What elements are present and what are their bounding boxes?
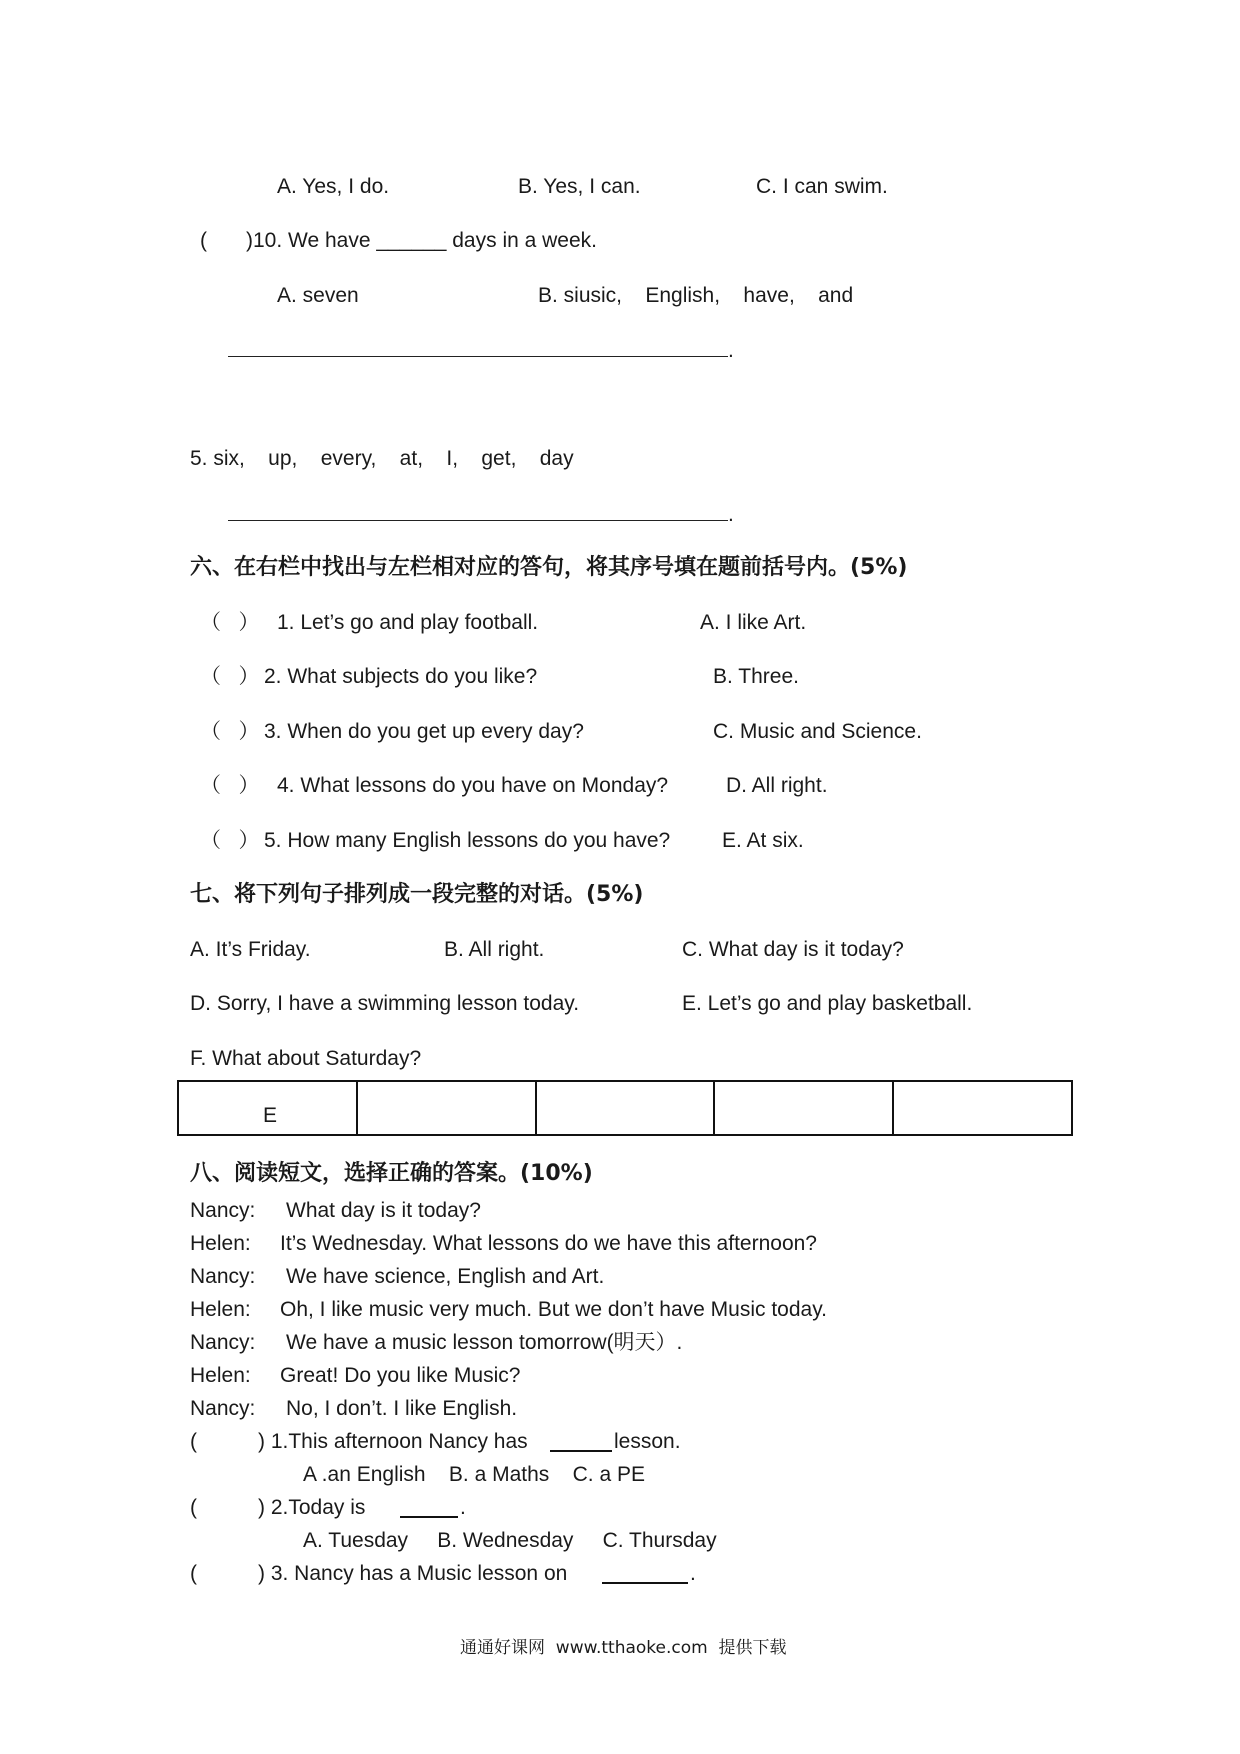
dialogue-line: Oh, I like music very much. But we don’t have Music today. [280, 1298, 827, 1321]
s6-answer: A. I like Art. [700, 611, 807, 634]
answer-line [228, 520, 728, 521]
dialogue-line: What day is it today? [286, 1199, 481, 1222]
dialogue-speaker: Nancy: [190, 1199, 256, 1222]
s8-question-stem: ) 3. Nancy has a Music lesson on [258, 1562, 568, 1585]
answer-line [228, 356, 728, 357]
dialogue-speaker: Helen: [190, 1364, 251, 1387]
dialogue-line: It’s Wednesday. What lessons do we have this afternoon? [280, 1232, 817, 1255]
q9-option-c: C. I can swim. [756, 175, 888, 198]
dialogue-line: Great! Do you like Music? [280, 1364, 521, 1387]
s8-question-stem-end: lesson. [614, 1430, 681, 1453]
answer-cell[interactable] [357, 1081, 536, 1135]
s6-question: 4. What lessons do you have on Monday? [277, 774, 669, 797]
s8-paren: ( [190, 1562, 197, 1585]
answer-line-period: . [728, 339, 734, 362]
dialogue-speaker: Nancy: [190, 1265, 256, 1288]
s6-answer: D. All right. [726, 774, 828, 797]
s6-answer: E. At six. [722, 829, 804, 852]
s8-question-stem: ) 2.Today is [258, 1496, 366, 1519]
answer-cell[interactable] [714, 1081, 893, 1135]
section-8-title: 八、阅读短文，选择正确的答案。(10%) [190, 1161, 593, 1186]
dialogue-speaker: Nancy: [190, 1397, 256, 1420]
q10-paren: ( [200, 229, 207, 252]
order-question-5: 5. six, up, every, at, I, get, day [190, 447, 574, 470]
s6-question: 2. What subjects do you like? [264, 665, 538, 688]
s7-sentence-a: A. It’s Friday. [190, 938, 311, 961]
order-answer-table [177, 1080, 1073, 1136]
s6-answer: B. Three. [713, 665, 799, 688]
s8-paren: ( [190, 1430, 197, 1453]
q10-option-b: B. siusic, English, have, and [538, 284, 854, 307]
s8-question-options: A. Tuesday B. Wednesday C. Thursday [303, 1529, 717, 1552]
dialogue-speaker: Nancy: [190, 1331, 256, 1354]
dialogue-line: We have a music lesson tomorrow(明天）. [286, 1331, 683, 1354]
answer-cell[interactable] [536, 1081, 715, 1135]
s8-question-options: A .an English B. a Maths C. a PE [303, 1463, 645, 1486]
s6-answer: C. Music and Science. [713, 720, 922, 743]
q10-stem: )10. We have ______ days in a week. [246, 229, 598, 252]
q9-option-b: B. Yes, I can. [518, 175, 641, 198]
q9-option-a: A. Yes, I do. [277, 175, 390, 198]
footer-text: 通通好课网 www.tthaoke.com 提供下载 [460, 1638, 787, 1658]
answer-cell[interactable]: E [178, 1081, 357, 1135]
s6-question: 5. How many English lessons do you have? [264, 829, 671, 852]
s7-sentence-e: E. Let’s go and play basketball. [682, 992, 973, 1015]
dialogue-line: We have science, English and Art. [286, 1265, 605, 1288]
q10-option-a: A. seven [277, 284, 359, 307]
s6-paren: （ ） [200, 720, 260, 743]
dialogue-speaker: Helen: [190, 1232, 251, 1255]
s8-question-stem-end: . [690, 1562, 696, 1585]
fill-blank[interactable] [602, 1582, 688, 1584]
s7-sentence-b: B. All right. [444, 938, 545, 961]
s6-question: 1. Let’s go and play football. [277, 611, 539, 634]
s6-question: 3. When do you get up every day? [264, 720, 584, 743]
s7-sentence-f: F. What about Saturday? [190, 1047, 422, 1070]
dialogue-line: No, I don’t. I like English. [286, 1397, 518, 1420]
s7-sentence-d: D. Sorry, I have a swimming lesson today. [190, 992, 580, 1015]
fill-blank[interactable] [550, 1450, 612, 1452]
dialogue-speaker: Helen: [190, 1298, 251, 1321]
fill-blank[interactable] [400, 1516, 458, 1518]
answer-cell[interactable] [893, 1081, 1072, 1135]
s8-question-stem-end: . [460, 1496, 466, 1519]
section-6-title: 六、在右栏中找出与左栏相对应的答句，将其序号填在题前括号内。(5%) [190, 555, 908, 580]
s6-paren: （ ） [200, 665, 260, 688]
s8-question-stem: ) 1.This afternoon Nancy has [258, 1430, 528, 1453]
section-7-title: 七、将下列句子排列成一段完整的对话。(5%) [190, 882, 644, 907]
answer-line-period: . [728, 503, 734, 526]
s8-paren: ( [190, 1496, 197, 1519]
s6-paren: （ ） [200, 774, 260, 797]
s6-paren: （ ） [200, 611, 260, 634]
s6-paren: （ ） [200, 829, 260, 852]
s7-sentence-c: C. What day is it today? [682, 938, 904, 961]
